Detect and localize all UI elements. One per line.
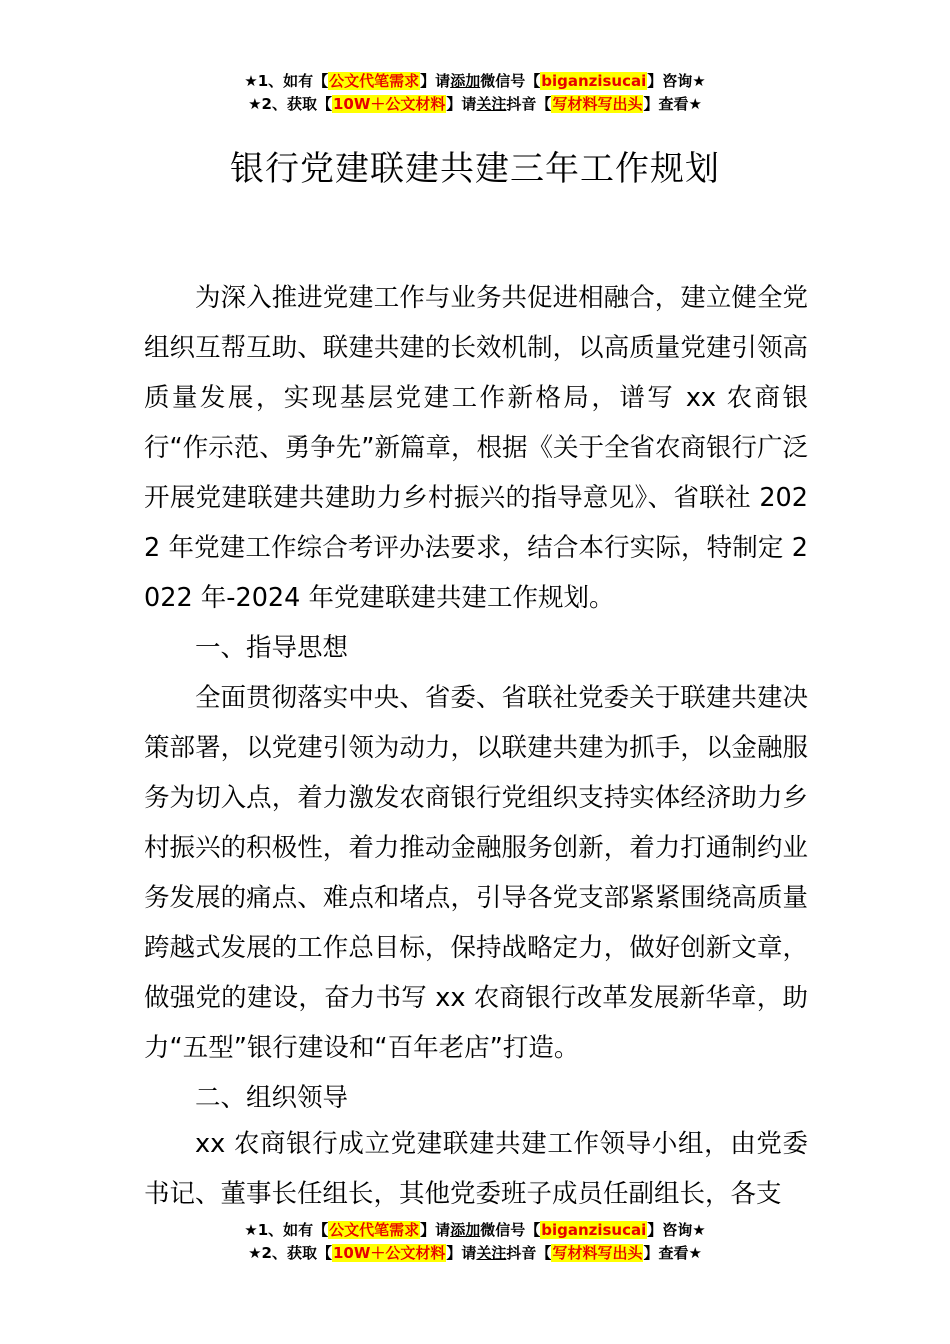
promo-wechat-id: biganzisucai [541, 1221, 647, 1239]
promo-line-2: ★2、获取【10W＋公文材料】请关注抖音【写材料写出头】查看★ [248, 95, 702, 113]
promo-line-2: ★2、获取【10W＋公文材料】请关注抖音【写材料写出头】查看★ [248, 1244, 702, 1262]
organization-paragraph: xx 农商银行成立党建联建共建工作领导小组，由党委书记、董事长任组长，其他党委班子成员任副组长，各支 [144, 1129, 808, 1209]
document-title: 银行党建联建共建三年工作规划 [230, 148, 720, 189]
section-heading-organization: 二、组织领导 [195, 1083, 349, 1113]
section-heading-guiding-ideology: 一、指导思想 [195, 633, 349, 663]
promo-wechat-id: biganzisucai [541, 72, 647, 90]
intro-paragraph: 为深入推进党建工作与业务共促进相融合，建立健全党组织互帮互助、联建共建的长效机制，以高质量党建引领高质量发展，实现基层党建工作新格局，谱写 xx 农商银行“作示范、勇争先”新篇章，根据《关于全省农商银行广泛开展党建联建共建助力乡村振兴的指导意见》、省联社 2022 年党建工作综合考评办法要求，结合本行实际，特制定 2022 年-2024 年党建联建共建工作规划。 [144, 283, 808, 613]
footer-promo-banner [0, 1219, 950, 1265]
promo-douyin-name: 写材料写出头 [552, 95, 643, 113]
page-bottom-clip [144, 1119, 808, 1215]
promo-highlight: 公文代笔需求 [329, 1221, 420, 1239]
promo-line-1: ★1、如有【公文代笔需求】请添加微信号【biganzisucai】咨询★ [244, 72, 706, 90]
document-body [144, 273, 808, 1123]
guiding-ideology-paragraph: 全面贯彻落实中央、省委、省联社党委关于联建共建决策部署，以党建引领为动力，以联建共建为抓手，以金融服务为切入点，着力激发农商银行党组织支持实体经济助力乡村振兴的积极性，着力推动金融服务创新，着力打通制约业务发展的痛点、难点和堵点，引导各党支部紧紧围绕高质量跨越式发展的工作总目标，保持战略定力，做好创新文章，做强党的建设，奋力书写 xx 农商银行改革发展新华章，助力“五型”银行建设和“百年老店”打造。 [144, 683, 808, 1063]
promo-highlight: 公文代笔需求 [329, 72, 420, 90]
promo-douyin-name: 写材料写出头 [552, 1244, 643, 1262]
promo-line-1: ★1、如有【公文代笔需求】请添加微信号【biganzisucai】咨询★ [244, 1221, 706, 1239]
promo-highlight: 10W＋公文材料 [332, 1244, 446, 1262]
promo-highlight: 10W＋公文材料 [332, 95, 446, 113]
header-promo-banner [0, 70, 950, 116]
